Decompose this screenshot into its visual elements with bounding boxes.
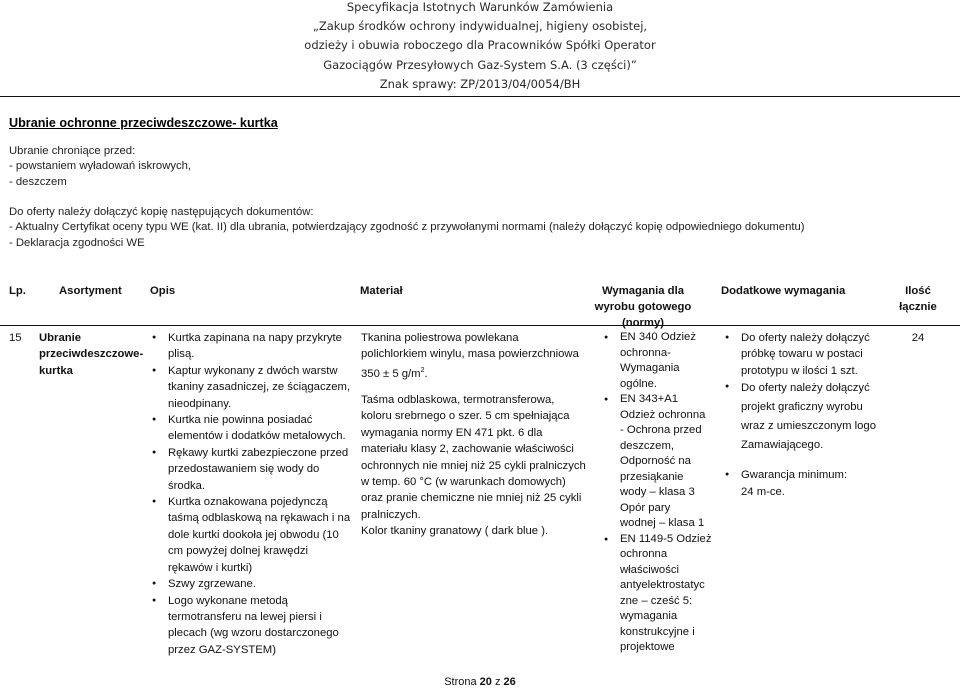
col-header-ilosc bbox=[893, 283, 943, 315]
norm-line: ● EN 1149-5 Odzież bbox=[620, 532, 712, 545]
extra-line: 24 m-ce. bbox=[741, 485, 785, 498]
extra-line: ● Do oferty należy dołączyć bbox=[741, 382, 870, 395]
norm-line: przesiąkanie bbox=[620, 470, 684, 483]
protection-intro: Ubranie chroniące przed: bbox=[9, 145, 136, 157]
doc-header-line-2: „Zakup środków ochrony indywidualnej, higieny osobistej, bbox=[312, 19, 648, 33]
norm-line: ogólne. bbox=[620, 377, 658, 390]
footer-prefix: Strona bbox=[444, 676, 477, 688]
protection-item-1: - powstaniem wyładowań iskrowych, bbox=[9, 160, 192, 172]
row-ilosc: 24 bbox=[911, 332, 925, 344]
footer-total-pages: 26 bbox=[503, 676, 516, 688]
material-line: w temp. 60 °C (w warunkach domowych) bbox=[361, 476, 566, 489]
col-header-ilosc-line-1: Ilość bbox=[905, 285, 931, 297]
norm-line: Opór pary bbox=[620, 501, 671, 514]
material-mass-end: . bbox=[424, 367, 428, 380]
norm-line: Wymagania bbox=[620, 362, 680, 374]
material-line: ochronnych nie mniej niż 25 cykli pralniczych bbox=[361, 459, 586, 472]
footer-page-number: 20 bbox=[479, 676, 492, 688]
col-header-asortyment: Asortyment bbox=[59, 285, 122, 297]
norm-line: Odzież ochronna bbox=[620, 408, 706, 421]
norm-line: projektowe bbox=[620, 641, 675, 653]
norm-line: właściwości bbox=[620, 563, 680, 576]
opis-item: ● Kurtka zapinana na napy przykryte plisą. bbox=[152, 330, 352, 363]
norm-line: ochronna- bbox=[620, 346, 671, 359]
col-header-wymagania-line-1: Wymagania dla bbox=[601, 285, 685, 297]
material-line: pralniczych. bbox=[361, 508, 421, 521]
opis-item: ● Kurtka oznakowana pojedynczą taśmą odblaskową na rękawach i na dole kurtki dookoła jej obwodu (10 cm powyżej dolnej krawędzi rękawów i kurtki) bbox=[152, 494, 352, 576]
extra-req-sample bbox=[725, 330, 890, 379]
material-line: wymagania normy EN 471 pkt. 6 dla bbox=[361, 426, 543, 439]
doc-header-line-1: Specyfikacja Istotnych Warunków Zamówienia bbox=[346, 0, 614, 14]
section-title: Ubranie ochronne przeciwdeszczowe- kurtka bbox=[9, 116, 278, 130]
norm-line: wodnej – klasa 1 bbox=[620, 517, 705, 529]
norm-line: - Ochrona przed bbox=[620, 424, 702, 436]
col-header-material: Materiał bbox=[360, 285, 403, 297]
material-line: koloru srebrnego o szer. 5 cm spełniająca bbox=[361, 410, 570, 423]
extra-req-design bbox=[725, 379, 890, 455]
material-line: materiału klasy 2, zachowanie właściwości bbox=[361, 443, 574, 456]
norm-line: antyelektrostatyc bbox=[620, 579, 705, 591]
material-mass-exponent: 2 bbox=[420, 366, 425, 374]
col-header-wymagania-line-2: wyrobu gotowego bbox=[594, 301, 692, 313]
material-line: Taśma odblaskowa, termotransferowa, bbox=[361, 393, 555, 406]
norm-line: deszczem, bbox=[620, 439, 674, 452]
extra-line: projekt graficzny wyrobu bbox=[741, 401, 863, 414]
col-header-wymagania bbox=[592, 283, 694, 331]
material-line: Kolor tkaniny granatowy ( dark blue ). bbox=[361, 525, 549, 538]
protection-item-2: - deszczem bbox=[9, 176, 67, 188]
col-header-lp: Lp. bbox=[9, 285, 26, 297]
material-mass-line bbox=[361, 363, 601, 382]
documents-item-2: - Deklaracja zgodności WE bbox=[9, 237, 145, 249]
norm-line: ochronna bbox=[620, 548, 668, 560]
norm-line: wody – klasa 3 bbox=[620, 486, 695, 498]
documents-intro: Do oferty należy dołączyć kopię następujących dokumentów: bbox=[9, 206, 314, 218]
material-line: oraz pranie chemiczne nie mniej niż 25 cykli bbox=[361, 492, 582, 505]
col-header-wymagania-line-3: (normy) bbox=[621, 317, 665, 329]
col-header-dodatkowe: Dodatkowe wymagania bbox=[721, 285, 846, 297]
row-asortyment-line-2: przeciwdeszczowe- bbox=[39, 348, 144, 361]
row-wymagania-list bbox=[604, 330, 716, 656]
footer-separator: z bbox=[494, 676, 501, 688]
header-divider bbox=[0, 96, 960, 97]
extra-line: wraz z umieszczonym logo bbox=[741, 420, 876, 433]
row-material bbox=[361, 330, 601, 540]
extra-line: ● Gwarancja minimum: bbox=[741, 469, 848, 482]
norm-item-en340 bbox=[604, 330, 716, 392]
opis-item: ● Kaptur wykonany z dwóch warstw tkaniny zasadniczej, ze ściągaczem, nieodpinany. bbox=[152, 363, 352, 412]
material-line: polichlorkiem winylu, masa powierzchniowa bbox=[361, 348, 579, 361]
row-asortyment-line-1: Ubranie bbox=[39, 332, 82, 344]
doc-header-case-number: Znak sprawy: ZP/2013/04/0054/BH bbox=[379, 77, 581, 91]
norm-item-en343 bbox=[604, 392, 716, 532]
opis-item: ● Rękawy kurtki zabezpieczone przed przedostawaniem się wody do środka. bbox=[152, 445, 352, 494]
norm-line: ● EN 340 Odzież bbox=[620, 331, 696, 343]
opis-item: ● Kurtka nie powinna posiadać elementów i dodatków metalowych. bbox=[152, 412, 352, 445]
extra-line: Zamawiającego. bbox=[741, 439, 824, 452]
col-header-ilosc-line-2: łącznie bbox=[899, 301, 937, 313]
extra-line: próbkę towaru w postaci bbox=[741, 348, 863, 361]
extra-req-warranty bbox=[725, 467, 890, 500]
extra-line: ● Do oferty należy dołączyć bbox=[741, 332, 870, 344]
material-mass-value: 350 ± 5 g/m bbox=[361, 367, 421, 380]
norm-line: Odporność na bbox=[620, 455, 691, 467]
opis-item: ● Szwy zgrzewane. bbox=[152, 576, 352, 592]
extra-line: prototypu w ilości 1 szt. bbox=[741, 364, 858, 377]
row-asortyment-line-3: kurtka bbox=[39, 364, 73, 377]
row-asortyment bbox=[39, 330, 144, 379]
documents-item-1: - Aktualny Certyfikat oceny typu WE (kat. II) dla ubrania, potwierdzający zgodność z przywołanymi normami (należy dołączyć kopię odpowiedniego dokumentu) bbox=[9, 221, 805, 233]
table-header-divider bbox=[0, 325, 960, 326]
norm-line: konstrukcyjne i bbox=[620, 625, 695, 638]
doc-header-line-4: Gazociągów Przesyłowych Gaz-System S.A. (3 części)” bbox=[323, 58, 637, 72]
norm-line: ● EN 343+A1 bbox=[620, 393, 679, 405]
norm-item-en1149 bbox=[604, 532, 716, 656]
row-opis-list bbox=[152, 330, 352, 658]
row-lp: 15 bbox=[9, 332, 22, 344]
row-dodatkowe-list bbox=[725, 330, 890, 500]
doc-header-line-3: odzieży i obuwia roboczego dla Pracowników Spółki Operator bbox=[304, 38, 656, 52]
norm-line: zne – cześć 5: bbox=[620, 594, 693, 607]
norm-line: wymagania bbox=[620, 610, 678, 622]
material-line: Tkanina poliestrowa powlekana bbox=[361, 332, 519, 344]
opis-item: ● Logo wykonane metodą termotransferu na lewej piersi i plecach (wg wzoru dostarczonego przez GAZ-SYSTEM) bbox=[152, 593, 352, 659]
col-header-opis: Opis bbox=[150, 285, 176, 297]
page-footer bbox=[0, 676, 960, 688]
